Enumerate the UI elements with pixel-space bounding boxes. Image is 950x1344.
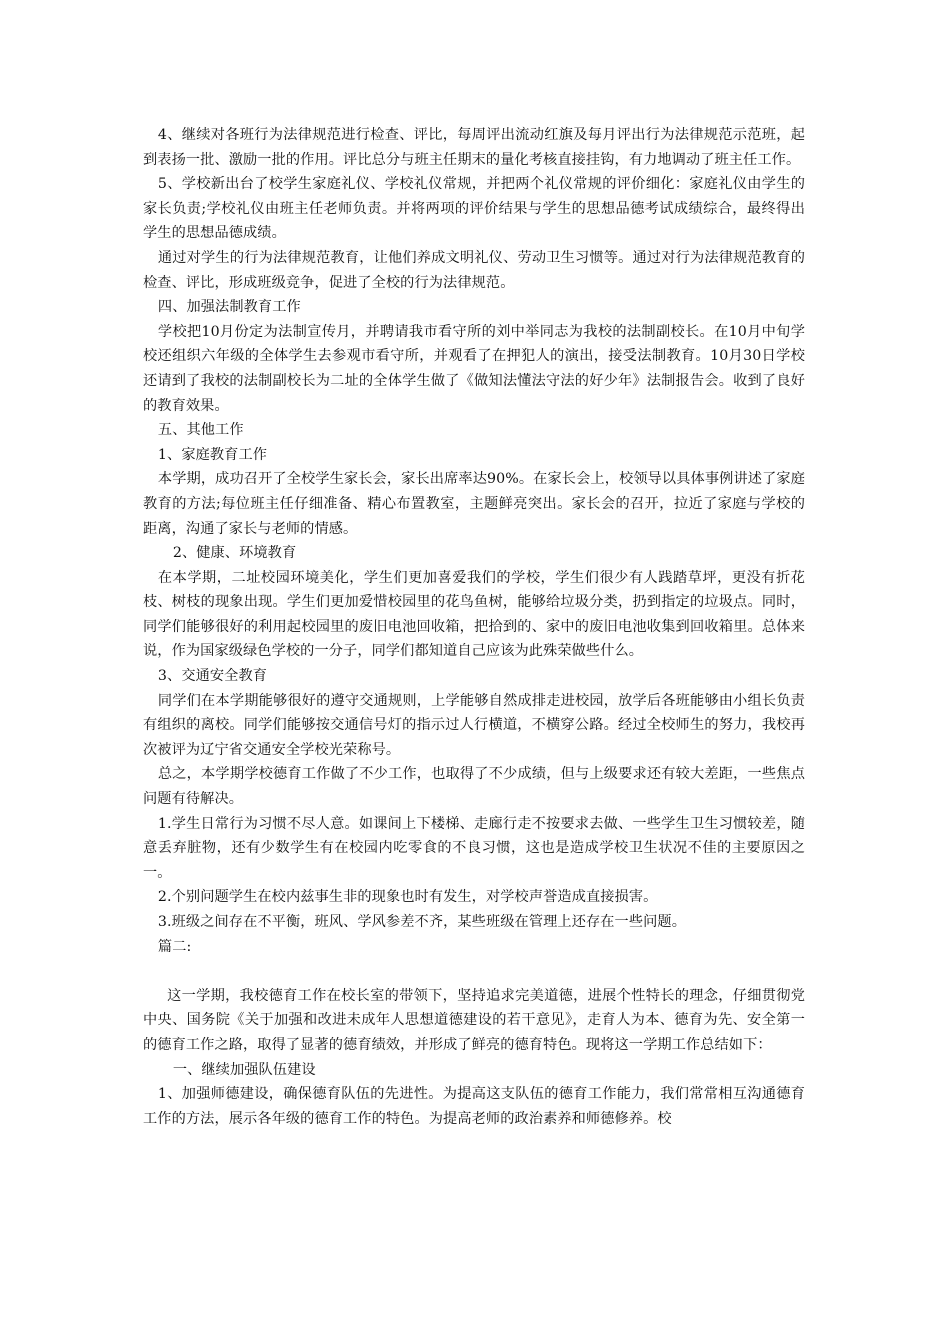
section-heading-part-two: 篇二:	[157, 938, 192, 955]
paragraph-item-5-etiquette: 5、学校新出台了校学生家庭礼仪、学校礼仪常规，并把两个礼仪常规的评价细化：家庭礼仪由学生的家长负责;学校礼仪由班主任老师负责。并将两项的评价结果与学生的思想品德考试成绩综合，最终得出学生的思想品德成绩。	[143, 176, 805, 242]
paragraph-conclusion: 总之，本学期学校德育工作做了不少工作，也取得了不少成绩，但与上级要求还有较大差距，一些焦点问题有待解决。	[143, 766, 805, 808]
paragraph-campus-environment: 在本学期，二址校园环境美化，学生们更加喜爱我们的学校，学生们很少有人践踏草坪，更没有折花枝、树枝的现象出现。学生们更加爱惜校园里的花鸟鱼树，能够给垃圾分类，扔到指定的垃圾点。同时，同学们能够很好的利用起校园里的废旧电池回收箱，把拾到的、家中的废旧电池收集到回收箱里。总体来说，作为国家级绿色学校的一分子，同学们都知道自己应该为此殊荣做些什么。	[143, 569, 805, 660]
paragraph-behavior-summary: 通过对学生的行为法律规范教育，让他们养成文明礼仪、劳动卫生习惯等。通过对行为法律规范教育的检查、评比，形成班级竞争，促进了全校的行为法律规范。	[143, 249, 805, 291]
paragraph-issue-2: 2.个别问题学生在校内兹事生非的现象也时有发生，对学校声誉造成直接损害。	[157, 889, 658, 906]
subheading-traffic-safety: 3、交通安全教育	[157, 668, 268, 685]
paragraph-teacher-ethics: 1、加强师德建设，确保德育队伍的先进性。为提高这支队伍的德育工作能力，我们常常相互沟通德育工作的方法，展示各年级的德育工作的特色。为提高老师的政治素养和师德修养。校	[143, 1086, 805, 1127]
section-heading-team-building: 一、继续加强队伍建设	[172, 1061, 316, 1078]
section-heading-legal-education: 四、加强法制教育工作	[157, 299, 301, 316]
paragraph-issue-3: 3.班级之间存在不平衡，班风、学风参差不齐，某些班级在管理上还存在一些问题。	[157, 914, 686, 930]
section-heading-other-work: 五、其他工作	[157, 422, 244, 439]
paragraph-traffic-rules: 同学们在本学期能够很好的遵守交通规则，上学能够自然成排走进校园，放学后各班能够由小组长负责有组织的离校。同学们能够按交通信号灯的指示过人行横道，不横穿公路。经过全校师生的努力，我校再次被评为辽宁省交通安全学校光荣称号。	[143, 692, 805, 758]
paragraph-item-4-review: 4、继续对各班行为法律规范进行检查、评比，每周评出流动红旗及每月评出行为法律规范示范班，起到表扬一批、激励一批的作用。评比总分与班主任期末的量化考核直接挂钩，有力地调动了班主任工作。	[143, 127, 805, 168]
paragraph-legal-month: 学校把10月份定为法制宣传月，并聘请我市看守所的刘中举同志为我校的法制副校长。在10月中旬学校还组织六年级的全体学生去参观市看守所，并观看了在押犯人的演出，接受法制教育。10月30日学校还请到了我校的法制副校长为二址的全体学生做了《做知法懂法守法的好少年》法制报告会。收到了良好的教育效果。	[143, 323, 805, 414]
paragraph-parent-meeting: 本学期，成功召开了全校学生家长会，家长出席率达90%。在家长会上，校领导以具体事例讲述了家庭教育的方法;每位班主任仔细准备、精心布置教室，主题鲜亮突出。家长会的召开，拉近了家庭与学校的距离，沟通了家长与老师的情感。	[143, 471, 805, 537]
paragraph-part-two-intro: 这一学期，我校德育工作在校长室的带领下，坚持追求完美道德，进展个性特长的理念，仔细贯彻党中央、国务院《关于加强和改进未成年人思想道德建设的若干意见》，走育人为本、德育为先、安全第一的德育工作之路，取得了显著的德育绩效，并形成了鲜亮的德育特色。现将这一学期工作总结如下：	[143, 987, 805, 1053]
subheading-health-environment: 2、健康、环境教育	[172, 545, 297, 562]
document-body	[143, 123, 805, 1131]
blank-line	[143, 959, 805, 984]
paragraph-issue-1: 1.学生日常行为习惯不尽人意。如课间上下楼梯、走廊行走不按要求去做、一些学生卫生习惯较差，随意丢弃脏物，还有少数学生有在校园内吃零食的不良习惯，这也是造成学校卫生状况不佳的主要原因之一。	[143, 815, 805, 881]
subheading-family-education: 1、家庭教育工作	[157, 446, 268, 463]
